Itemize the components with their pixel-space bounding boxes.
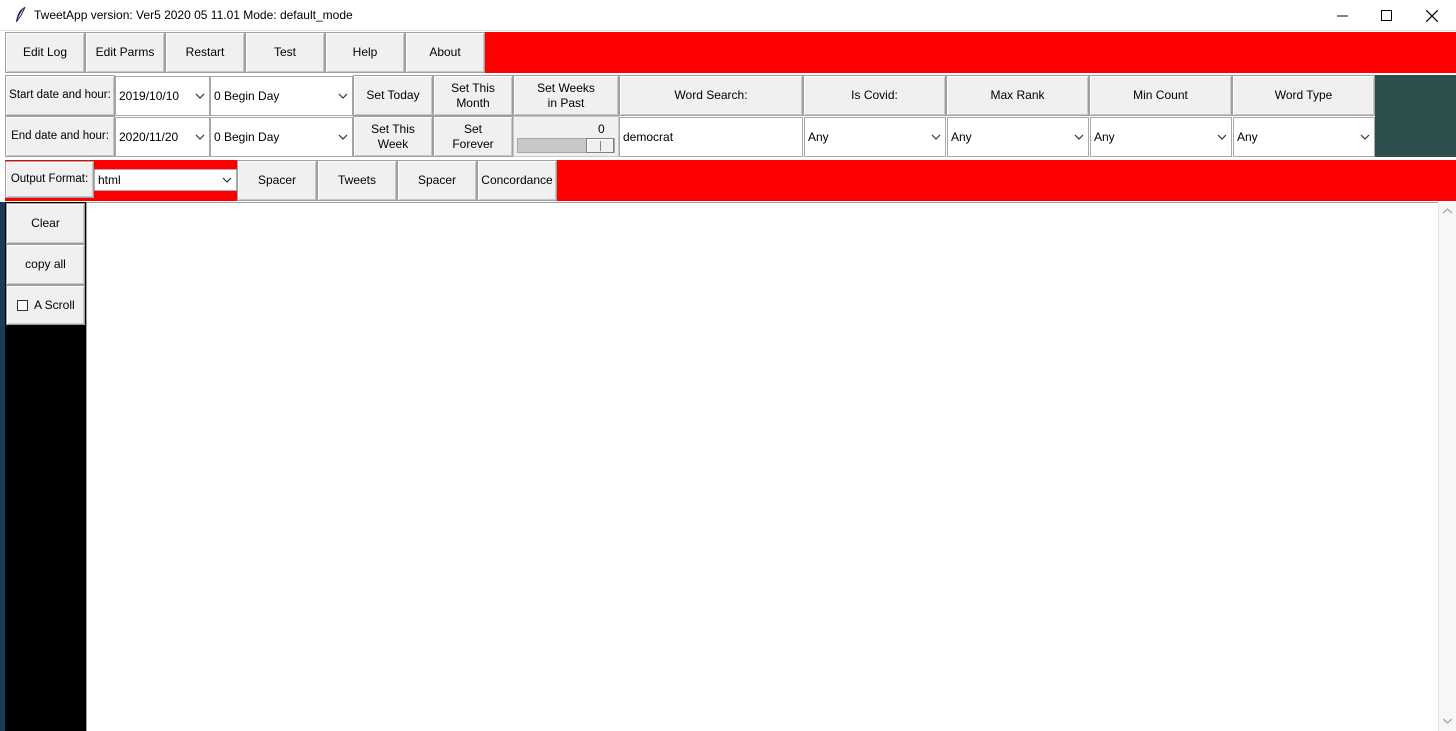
edit-parms-button[interactable]: Edit Parms <box>85 32 165 73</box>
end-date-combo[interactable] <box>115 117 210 157</box>
set-forever-button[interactable]: Set Forever <box>433 116 513 157</box>
tweets-button[interactable]: Tweets <box>317 160 397 201</box>
filter-panel-filler <box>1375 75 1456 157</box>
output-format-value: html <box>98 173 121 187</box>
set-this-month-button[interactable]: Set This Month <box>433 75 513 116</box>
output-format-combo[interactable] <box>94 169 237 191</box>
clear-button[interactable]: Clear <box>6 203 85 244</box>
chevron-down-icon <box>222 175 232 185</box>
set-this-week-button[interactable]: Set This Week <box>353 116 433 157</box>
spacer-button-1[interactable]: Spacer <box>237 160 317 201</box>
max-rank-combo[interactable] <box>947 117 1089 157</box>
scroll-down-icon[interactable] <box>1443 718 1452 724</box>
feather-app-icon <box>14 6 28 24</box>
chevron-down-icon <box>1217 132 1227 142</box>
max-rank-value: Any <box>951 130 972 144</box>
chevron-down-icon <box>338 91 348 101</box>
minimize-button[interactable] <box>1319 0 1365 31</box>
concordance-button[interactable]: Concordance <box>477 160 557 201</box>
chevron-down-icon <box>338 132 348 142</box>
start-date-value: 2019/10/10 <box>119 89 180 103</box>
checkbox-box <box>17 300 28 311</box>
min-count-value: Any <box>1094 130 1115 144</box>
is-covid-value: Any <box>808 130 829 144</box>
weeks-slider-value: 0 <box>598 122 605 136</box>
start-hour-value: 0 Begin Day <box>214 89 280 103</box>
edit-log-button[interactable]: Edit Log <box>5 32 85 73</box>
slider-handle[interactable] <box>586 138 614 153</box>
slider-grip <box>600 141 601 151</box>
weeks-slider[interactable] <box>513 116 619 157</box>
is-covid-label: Is Covid: <box>803 75 946 116</box>
about-button[interactable]: About <box>405 32 485 73</box>
chevron-down-icon <box>1360 132 1370 142</box>
min-count-combo[interactable] <box>1090 117 1232 157</box>
chevron-down-icon <box>931 132 941 142</box>
chevron-down-icon <box>195 91 205 101</box>
maximize-button[interactable] <box>1363 0 1409 31</box>
toolbar-filler <box>485 32 1456 73</box>
restart-button[interactable]: Restart <box>165 32 245 73</box>
word-type-combo[interactable] <box>1233 117 1375 157</box>
help-button[interactable]: Help <box>325 32 405 73</box>
set-today-button[interactable]: Set Today <box>353 75 433 116</box>
is-covid-combo[interactable] <box>804 117 946 157</box>
max-rank-label: Max Rank <box>946 75 1089 116</box>
scroll-up-icon[interactable] <box>1443 208 1452 214</box>
output-text-area[interactable] <box>86 202 1438 731</box>
start-date-combo[interactable] <box>115 76 210 116</box>
copy-all-button[interactable]: copy all <box>6 244 85 285</box>
end-date-value: 2020/11/20 <box>119 130 179 144</box>
start-date-label: Start date and hour: <box>5 75 115 116</box>
end-hour-value: 0 Begin Day <box>214 130 280 144</box>
maximize-icon <box>1381 10 1392 21</box>
close-icon <box>1426 10 1438 22</box>
window-title: TweetApp version: Ver5 2020 05 11.01 Mode: default_mode <box>34 8 353 22</box>
word-search-input[interactable] <box>619 117 803 157</box>
auto-scroll-checkbox[interactable] <box>6 285 85 325</box>
minimize-icon <box>1337 10 1348 21</box>
auto-scroll-label: A Scroll <box>34 297 75 312</box>
set-weeks-in-past-button[interactable]: Set Weeks in Past <box>513 75 619 116</box>
min-count-label: Min Count <box>1089 75 1232 116</box>
vertical-scrollbar[interactable] <box>1438 203 1456 731</box>
word-type-label: Word Type <box>1232 75 1375 116</box>
close-button[interactable] <box>1409 0 1455 31</box>
word-search-label: Word Search: <box>619 75 803 116</box>
spacer-button-2[interactable]: Spacer <box>397 160 477 201</box>
chevron-down-icon <box>195 132 205 142</box>
chevron-down-icon <box>1074 132 1084 142</box>
word-search-value: democrat <box>623 130 674 144</box>
end-date-label: End date and hour: <box>5 116 115 157</box>
word-type-value: Any <box>1237 130 1258 144</box>
output-format-label: Output Format: <box>5 161 94 198</box>
start-hour-combo[interactable] <box>210 76 353 116</box>
test-button[interactable]: Test <box>245 32 325 73</box>
end-hour-combo[interactable] <box>210 117 353 157</box>
title-bar <box>0 0 1456 31</box>
